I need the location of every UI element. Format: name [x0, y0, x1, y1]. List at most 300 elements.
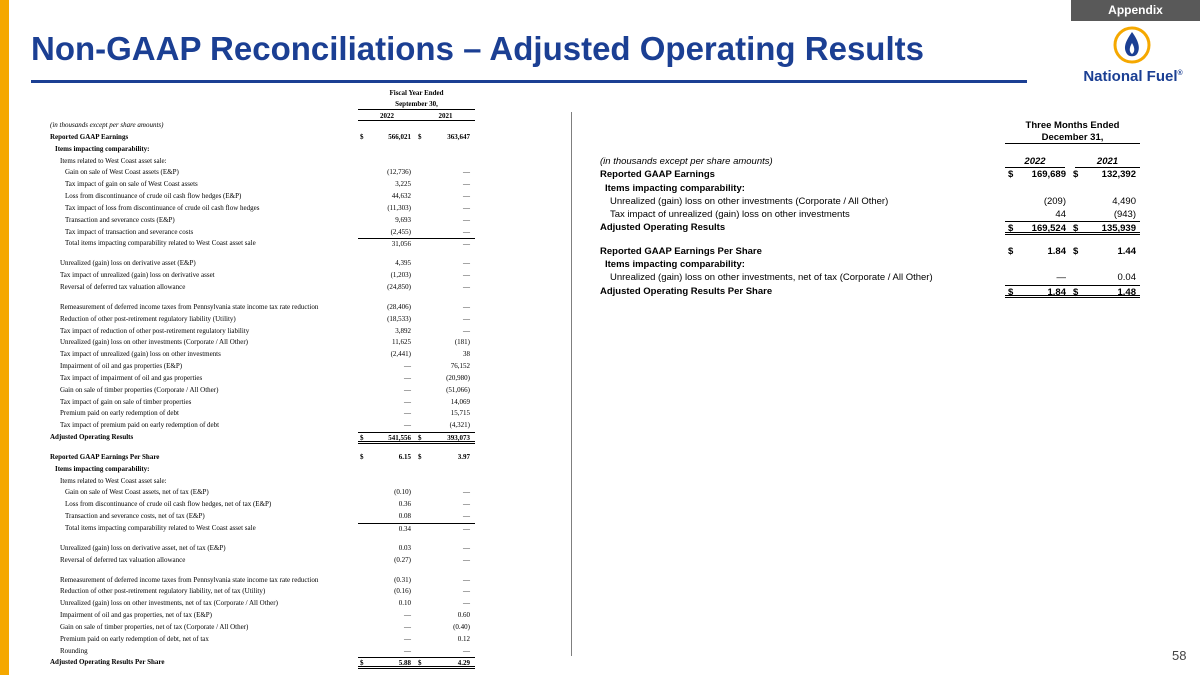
value-cell-current — [358, 191, 416, 203]
value-cell-current — [358, 314, 416, 326]
currency-sign: $ — [360, 434, 364, 443]
table-row — [50, 499, 475, 511]
value-cell-current — [358, 156, 416, 168]
row-label: Tax impact of reduction of other post-retirement regulatory liability — [60, 326, 250, 335]
logo-wordmark: National Fuel® — [1083, 68, 1183, 85]
cell-value: — — [404, 646, 411, 655]
value-cell-prior — [416, 420, 475, 432]
table-row — [50, 203, 475, 215]
table-row — [50, 326, 475, 338]
cell-value: (2,441) — [390, 350, 411, 359]
spacer — [50, 250, 475, 258]
row-label: Items impacting comparability: — [55, 464, 150, 473]
table-row — [600, 221, 1140, 234]
cell-value: 0.08 — [398, 512, 411, 521]
value-cell-prior — [416, 337, 475, 349]
year-2021-heading: 2021 — [438, 112, 453, 120]
value-cell-current — [358, 575, 416, 587]
cell-value: 14,069 — [450, 397, 470, 406]
value-cell-current — [358, 555, 416, 567]
table-row — [600, 155, 1140, 168]
value-cell-prior — [1070, 271, 1140, 284]
table-row — [50, 132, 475, 144]
cell-value: — — [463, 488, 470, 497]
fiscal-year-header — [50, 87, 475, 120]
cell-value: — — [404, 409, 411, 418]
cell-value: — — [463, 555, 470, 564]
row-label: Unrealized (gain) loss on other investments (Corporate / All Other) — [60, 338, 248, 347]
cell-value: — — [404, 611, 411, 620]
cell-value: 4.29 — [457, 659, 470, 668]
cell-value: 31,056 — [391, 240, 411, 249]
value-cell-current — [1005, 271, 1070, 284]
cell-value: (2,455) — [390, 227, 411, 236]
table-row — [50, 349, 475, 361]
value-cell-prior — [416, 622, 475, 634]
cell-value: — — [463, 575, 470, 584]
table-row — [50, 464, 475, 476]
cell-value: 0.36 — [398, 500, 411, 509]
table-row — [50, 575, 475, 587]
cell-value: — — [463, 259, 470, 268]
cell-value: 4,490 — [1112, 195, 1136, 207]
value-cell-current — [358, 452, 416, 464]
row-label: Items impacting comparability: — [605, 182, 745, 194]
value-cell-current — [358, 258, 416, 270]
cell-value: — — [463, 180, 470, 189]
table-row — [50, 511, 475, 523]
cell-value: — — [463, 500, 470, 509]
cell-value: (943) — [1113, 209, 1136, 221]
spacer — [50, 294, 475, 302]
cell-value: 541,556 — [388, 434, 411, 443]
spacer — [50, 535, 475, 543]
table-row — [600, 195, 1140, 208]
cell-value: (20,980) — [446, 373, 470, 382]
value-cell-current — [358, 464, 416, 476]
value-cell-current — [1005, 195, 1070, 208]
value-cell-current — [358, 238, 416, 250]
table-row — [600, 285, 1140, 298]
cell-value: 0.10 — [398, 599, 411, 608]
currency-sign: $ — [418, 132, 422, 141]
value-cell-prior — [416, 258, 475, 270]
cell-value: (0.16) — [394, 587, 411, 596]
cell-value: — — [463, 646, 470, 655]
row-label: Remeasurement of deferred income taxes from Pennsylvania state income tax rate reduction — [60, 302, 319, 311]
row-label: Gain on sale of timber properties, net of tax (Corporate / All Other) — [60, 622, 249, 631]
cell-value: (0.10) — [394, 488, 411, 497]
table-row — [50, 586, 475, 598]
value-cell-prior — [416, 156, 475, 168]
row-label: Reduction of other post-retirement regulatory liability (Utility) — [60, 314, 236, 323]
cell-value: (0.40) — [453, 622, 470, 631]
value-cell-current — [358, 270, 416, 282]
value-cell-current — [358, 523, 416, 535]
cell-value: — — [404, 397, 411, 406]
row-label: Reduction of other post-retirement regulatory liability, net of tax (Utility) — [60, 587, 266, 596]
cell-value: 132,392 — [1101, 169, 1136, 181]
table-row — [600, 168, 1140, 181]
row-label: Unrealized (gain) loss on other investments, net of tax (Corporate / All Other) — [610, 272, 933, 284]
value-cell-prior — [416, 314, 475, 326]
row-label: (in thousands except per share amounts) — [600, 156, 773, 167]
value-cell-current — [358, 227, 416, 239]
fiscal-year-subheading: September 30, — [395, 100, 438, 108]
row-label: Unrealized (gain) loss on derivative asset, net of tax (E&P) — [60, 543, 226, 552]
cell-value: — — [463, 192, 470, 201]
value-cell-current — [358, 397, 416, 409]
table-row — [50, 215, 475, 227]
cell-value: — — [404, 385, 411, 394]
cell-value: 44 — [1055, 209, 1066, 221]
cell-value: (0.31) — [394, 575, 411, 584]
value-cell-prior — [416, 373, 475, 385]
title-underline — [31, 80, 1027, 83]
row-label: Loss from discontinuance of crude oil cash flow hedges (E&P) — [65, 192, 242, 201]
value-cell-current — [358, 326, 416, 338]
row-label: Adjusted Operating Results Per Share — [600, 285, 773, 297]
cell-value: 135,939 — [1101, 223, 1136, 235]
table-row — [50, 646, 475, 658]
value-cell-prior — [416, 120, 475, 132]
table-row — [50, 523, 475, 535]
value-cell-current — [358, 487, 416, 499]
table-row — [50, 476, 475, 488]
value-cell-prior — [416, 575, 475, 587]
cell-value: 0.12 — [457, 634, 470, 643]
three-months-table — [600, 118, 1140, 298]
value-cell-prior — [416, 282, 475, 294]
cell-value: 38 — [463, 350, 470, 359]
cell-value: 169,524 — [1031, 223, 1066, 235]
value-cell-prior — [416, 657, 475, 669]
cell-value: — — [463, 271, 470, 280]
value-cell-prior — [1070, 258, 1140, 271]
row-label: Reported GAAP Earnings Per Share — [600, 245, 762, 257]
cell-value: (11,303) — [387, 203, 411, 212]
value-cell-prior — [416, 523, 475, 535]
value-cell-prior — [1070, 168, 1140, 181]
cell-value: — — [463, 599, 470, 608]
year-2022-heading: 2022 — [380, 112, 394, 120]
row-label: Impairment of oil and gas properties, net of tax (E&P) — [60, 611, 213, 620]
cell-value: 0.60 — [457, 611, 470, 620]
three-months-rows — [600, 155, 1140, 298]
value-cell-prior — [1075, 155, 1140, 168]
value-cell-prior — [416, 634, 475, 646]
table-row — [50, 634, 475, 646]
cell-value: 76,152 — [450, 362, 470, 371]
appendix-tab: Appendix — [1071, 0, 1200, 21]
value-cell-prior — [416, 270, 475, 282]
row-label: Adjusted Operating Results — [50, 433, 134, 442]
table-row — [50, 361, 475, 373]
table-row — [600, 182, 1140, 195]
row-label: Remeasurement of deferred income taxes from Pennsylvania state income tax rate reduction — [60, 575, 319, 584]
row-label: Loss from discontinuance of crude oil cash flow hedges, net of tax (E&P) — [65, 500, 272, 509]
spacer — [600, 235, 1140, 245]
value-cell-prior — [416, 511, 475, 523]
cell-value: 11,625 — [392, 338, 411, 347]
row-label: Impairment of oil and gas properties (E&P) — [60, 362, 183, 371]
value-cell-current — [358, 657, 416, 669]
table-row — [50, 238, 475, 250]
table-row — [50, 373, 475, 385]
value-cell-prior — [1070, 182, 1140, 195]
row-label: Adjusted Operating Results Per Share — [50, 658, 165, 667]
cell-value: (0.27) — [394, 555, 411, 564]
three-months-subheading: December 31, — [1041, 132, 1104, 143]
value-cell-prior — [416, 167, 475, 179]
value-cell-prior — [416, 302, 475, 314]
cell-value: 9,693 — [395, 215, 411, 224]
value-cell-prior — [416, 452, 475, 464]
value-cell-current — [358, 179, 416, 191]
table-row — [600, 271, 1140, 284]
row-label: Tax impact of unrealized (gain) loss on other investments — [60, 350, 221, 359]
cell-value: — — [463, 168, 470, 177]
value-cell-current — [358, 337, 416, 349]
row-label: Gain on sale of West Coast assets, net of tax (E&P) — [65, 488, 209, 497]
cell-value: 1.44 — [1117, 245, 1136, 257]
value-cell-current — [358, 203, 416, 215]
cell-value: 15,715 — [450, 409, 470, 418]
table-row — [50, 314, 475, 326]
table-row — [600, 245, 1140, 258]
value-cell-current — [1005, 168, 1070, 181]
cell-value: — — [404, 421, 411, 430]
value-cell-prior — [416, 397, 475, 409]
value-cell-prior — [416, 349, 475, 361]
value-cell-current — [358, 215, 416, 227]
cell-value: 3,892 — [395, 326, 411, 335]
row-label: Premium paid on early redemption of debt, net of tax — [60, 634, 209, 643]
cell-value: 3.97 — [457, 452, 470, 461]
table-row — [50, 622, 475, 634]
cell-value: 566,021 — [388, 132, 411, 141]
fiscal-year-rows — [50, 120, 475, 669]
accent-bar — [0, 0, 9, 675]
row-label: Gain on sale of timber properties (Corporate / All Other) — [60, 385, 219, 394]
row-label: Total items impacting comparability related to West Coast asset sale — [65, 524, 256, 532]
cell-value: — — [463, 215, 470, 224]
table-row — [50, 282, 475, 294]
row-label: Tax impact of unrealized (gain) loss on derivative asset — [60, 271, 215, 280]
cell-value: 5.88 — [398, 659, 411, 668]
cell-value: (18,533) — [387, 314, 411, 323]
value-cell-prior — [416, 361, 475, 373]
flame-icon — [1112, 26, 1152, 64]
currency-sign: $ — [360, 132, 364, 141]
row-label: Reported GAAP Earnings Per Share — [50, 452, 160, 461]
cell-value: 0.04 — [1117, 272, 1136, 284]
row-label: Gain on sale of West Coast assets (E&P) — [65, 168, 179, 177]
cell-value: 2021 — [1096, 156, 1119, 167]
three-months-header — [600, 118, 1140, 155]
cell-value: — — [404, 622, 411, 631]
value-cell-prior — [1070, 221, 1140, 234]
value-cell-current — [1005, 155, 1065, 168]
table-row — [50, 167, 475, 179]
row-label: Items related to West Coast asset sale: — [60, 156, 167, 165]
value-cell-current — [358, 511, 416, 523]
cell-value: — — [463, 203, 470, 212]
page-title: Non-GAAP Reconciliations – Adjusted Operating Results — [31, 30, 924, 67]
currency-sign: $ — [418, 434, 422, 443]
table-row — [50, 270, 475, 282]
cell-value: — — [463, 240, 470, 249]
currency-sign: $ — [1008, 169, 1014, 181]
row-label: Adjusted Operating Results — [600, 222, 726, 234]
value-cell-current — [358, 586, 416, 598]
value-cell-prior — [416, 543, 475, 555]
cell-value: 393,073 — [447, 434, 470, 443]
page-number: 58 — [1172, 648, 1187, 663]
cell-value: 0.34 — [398, 525, 411, 533]
table-row — [50, 337, 475, 349]
value-cell-current — [358, 646, 416, 658]
row-label: Tax impact of transaction and severance costs — [65, 227, 194, 236]
cell-value: — — [404, 362, 411, 371]
currency-sign: $ — [360, 659, 364, 668]
cell-value: 3,225 — [395, 180, 411, 189]
value-cell-prior — [416, 487, 475, 499]
cell-value: (24,850) — [387, 282, 411, 291]
value-cell-current — [358, 610, 416, 622]
cell-value: — — [404, 373, 411, 382]
value-cell-prior — [416, 191, 475, 203]
currency-sign: $ — [1008, 223, 1014, 235]
cell-value: 1.84 — [1047, 286, 1066, 298]
table-row — [600, 208, 1140, 221]
spacer — [50, 444, 475, 452]
value-cell-prior — [416, 238, 475, 250]
value-cell-current — [1005, 258, 1070, 271]
table-row — [50, 144, 475, 156]
row-label: Tax impact of impairment of oil and gas properties — [60, 373, 203, 382]
value-cell-current — [358, 499, 416, 511]
value-cell-current — [358, 408, 416, 420]
value-cell-prior — [416, 385, 475, 397]
table-row — [50, 420, 475, 432]
row-label: Tax impact of gain on sale of timber properties — [60, 397, 192, 406]
value-cell-current — [358, 361, 416, 373]
currency-sign: $ — [360, 452, 364, 461]
value-cell-current — [358, 373, 416, 385]
cell-value: 169,689 — [1031, 169, 1066, 181]
table-row — [50, 385, 475, 397]
value-cell-prior — [416, 432, 475, 444]
value-cell-prior — [416, 144, 475, 156]
value-cell-prior — [416, 598, 475, 610]
table-row — [50, 555, 475, 567]
cell-value: — — [404, 634, 411, 643]
cell-value: (51,066) — [446, 385, 470, 394]
value-cell-current — [358, 432, 416, 444]
row-label: Reported GAAP Earnings — [600, 169, 715, 181]
value-cell-prior — [1070, 285, 1140, 298]
value-cell-current — [358, 598, 416, 610]
table-row — [50, 657, 475, 669]
three-months-heading: Three Months Ended — [1025, 120, 1120, 131]
fiscal-year-heading: Fiscal Year Ended — [389, 89, 444, 97]
value-cell-current — [1005, 245, 1070, 258]
value-cell-prior — [416, 227, 475, 239]
table-row — [50, 598, 475, 610]
row-label: Unrealized (gain) loss on other investments, net of tax (Corporate / All Other) — [60, 599, 278, 608]
cell-value: — — [463, 326, 470, 335]
currency-sign: $ — [1073, 286, 1079, 298]
row-label: Premium paid on early redemption of debt — [60, 409, 179, 418]
spacer — [50, 567, 475, 575]
row-label: Unrealized (gain) loss on derivative asset (E&P) — [60, 259, 196, 268]
table-row — [50, 156, 475, 168]
value-cell-prior — [416, 326, 475, 338]
value-cell-prior — [416, 586, 475, 598]
row-label: Total items impacting comparability related to West Coast asset sale — [65, 239, 256, 248]
value-cell-prior — [416, 476, 475, 488]
cell-value: — — [463, 302, 470, 311]
row-label: Rounding — [60, 646, 88, 655]
value-cell-prior — [416, 555, 475, 567]
cell-value: (181) — [454, 338, 470, 347]
currency-sign: $ — [1073, 245, 1079, 257]
value-cell-prior — [416, 464, 475, 476]
value-cell-prior — [416, 203, 475, 215]
value-cell-current — [358, 349, 416, 361]
row-label: Reversal of deferred tax valuation allowance — [60, 555, 186, 564]
value-cell-current — [1005, 182, 1070, 195]
cell-value: 363,647 — [447, 132, 470, 141]
value-cell-current — [358, 120, 416, 132]
table-row — [50, 227, 475, 239]
fiscal-year-table — [50, 87, 475, 669]
value-cell-current — [358, 167, 416, 179]
currency-sign: $ — [1073, 223, 1079, 235]
row-label: Items impacting comparability: — [605, 259, 745, 271]
cell-value: — — [1056, 272, 1066, 284]
currency-sign: $ — [418, 452, 422, 461]
table-row — [50, 258, 475, 270]
value-cell-current — [1005, 285, 1070, 298]
cell-value: — — [463, 543, 470, 552]
value-cell-prior — [416, 179, 475, 191]
cell-value: 6.15 — [398, 452, 411, 461]
cell-value: — — [463, 587, 470, 596]
value-cell-current — [358, 132, 416, 144]
value-cell-prior — [416, 215, 475, 227]
header-rule — [1005, 143, 1140, 144]
value-cell-current — [358, 543, 416, 555]
value-cell-prior — [1070, 195, 1140, 208]
row-label: Tax impact of premium paid on early redemption of debt — [60, 421, 220, 430]
cell-value: 1.48 — [1117, 286, 1136, 298]
value-cell-current — [358, 282, 416, 294]
cell-value: — — [463, 227, 470, 236]
value-cell-prior — [416, 610, 475, 622]
table-row — [50, 397, 475, 409]
value-cell-prior — [416, 408, 475, 420]
cell-value: 1.84 — [1047, 245, 1066, 257]
value-cell-current — [1005, 208, 1070, 221]
value-cell-prior — [416, 132, 475, 144]
row-label: Reported GAAP Earnings — [50, 132, 129, 141]
row-label: Unrealized (gain) loss on other investments (Corporate / All Other) — [610, 195, 889, 207]
table-row — [600, 258, 1140, 271]
table-row — [50, 302, 475, 314]
column-divider — [571, 112, 572, 656]
